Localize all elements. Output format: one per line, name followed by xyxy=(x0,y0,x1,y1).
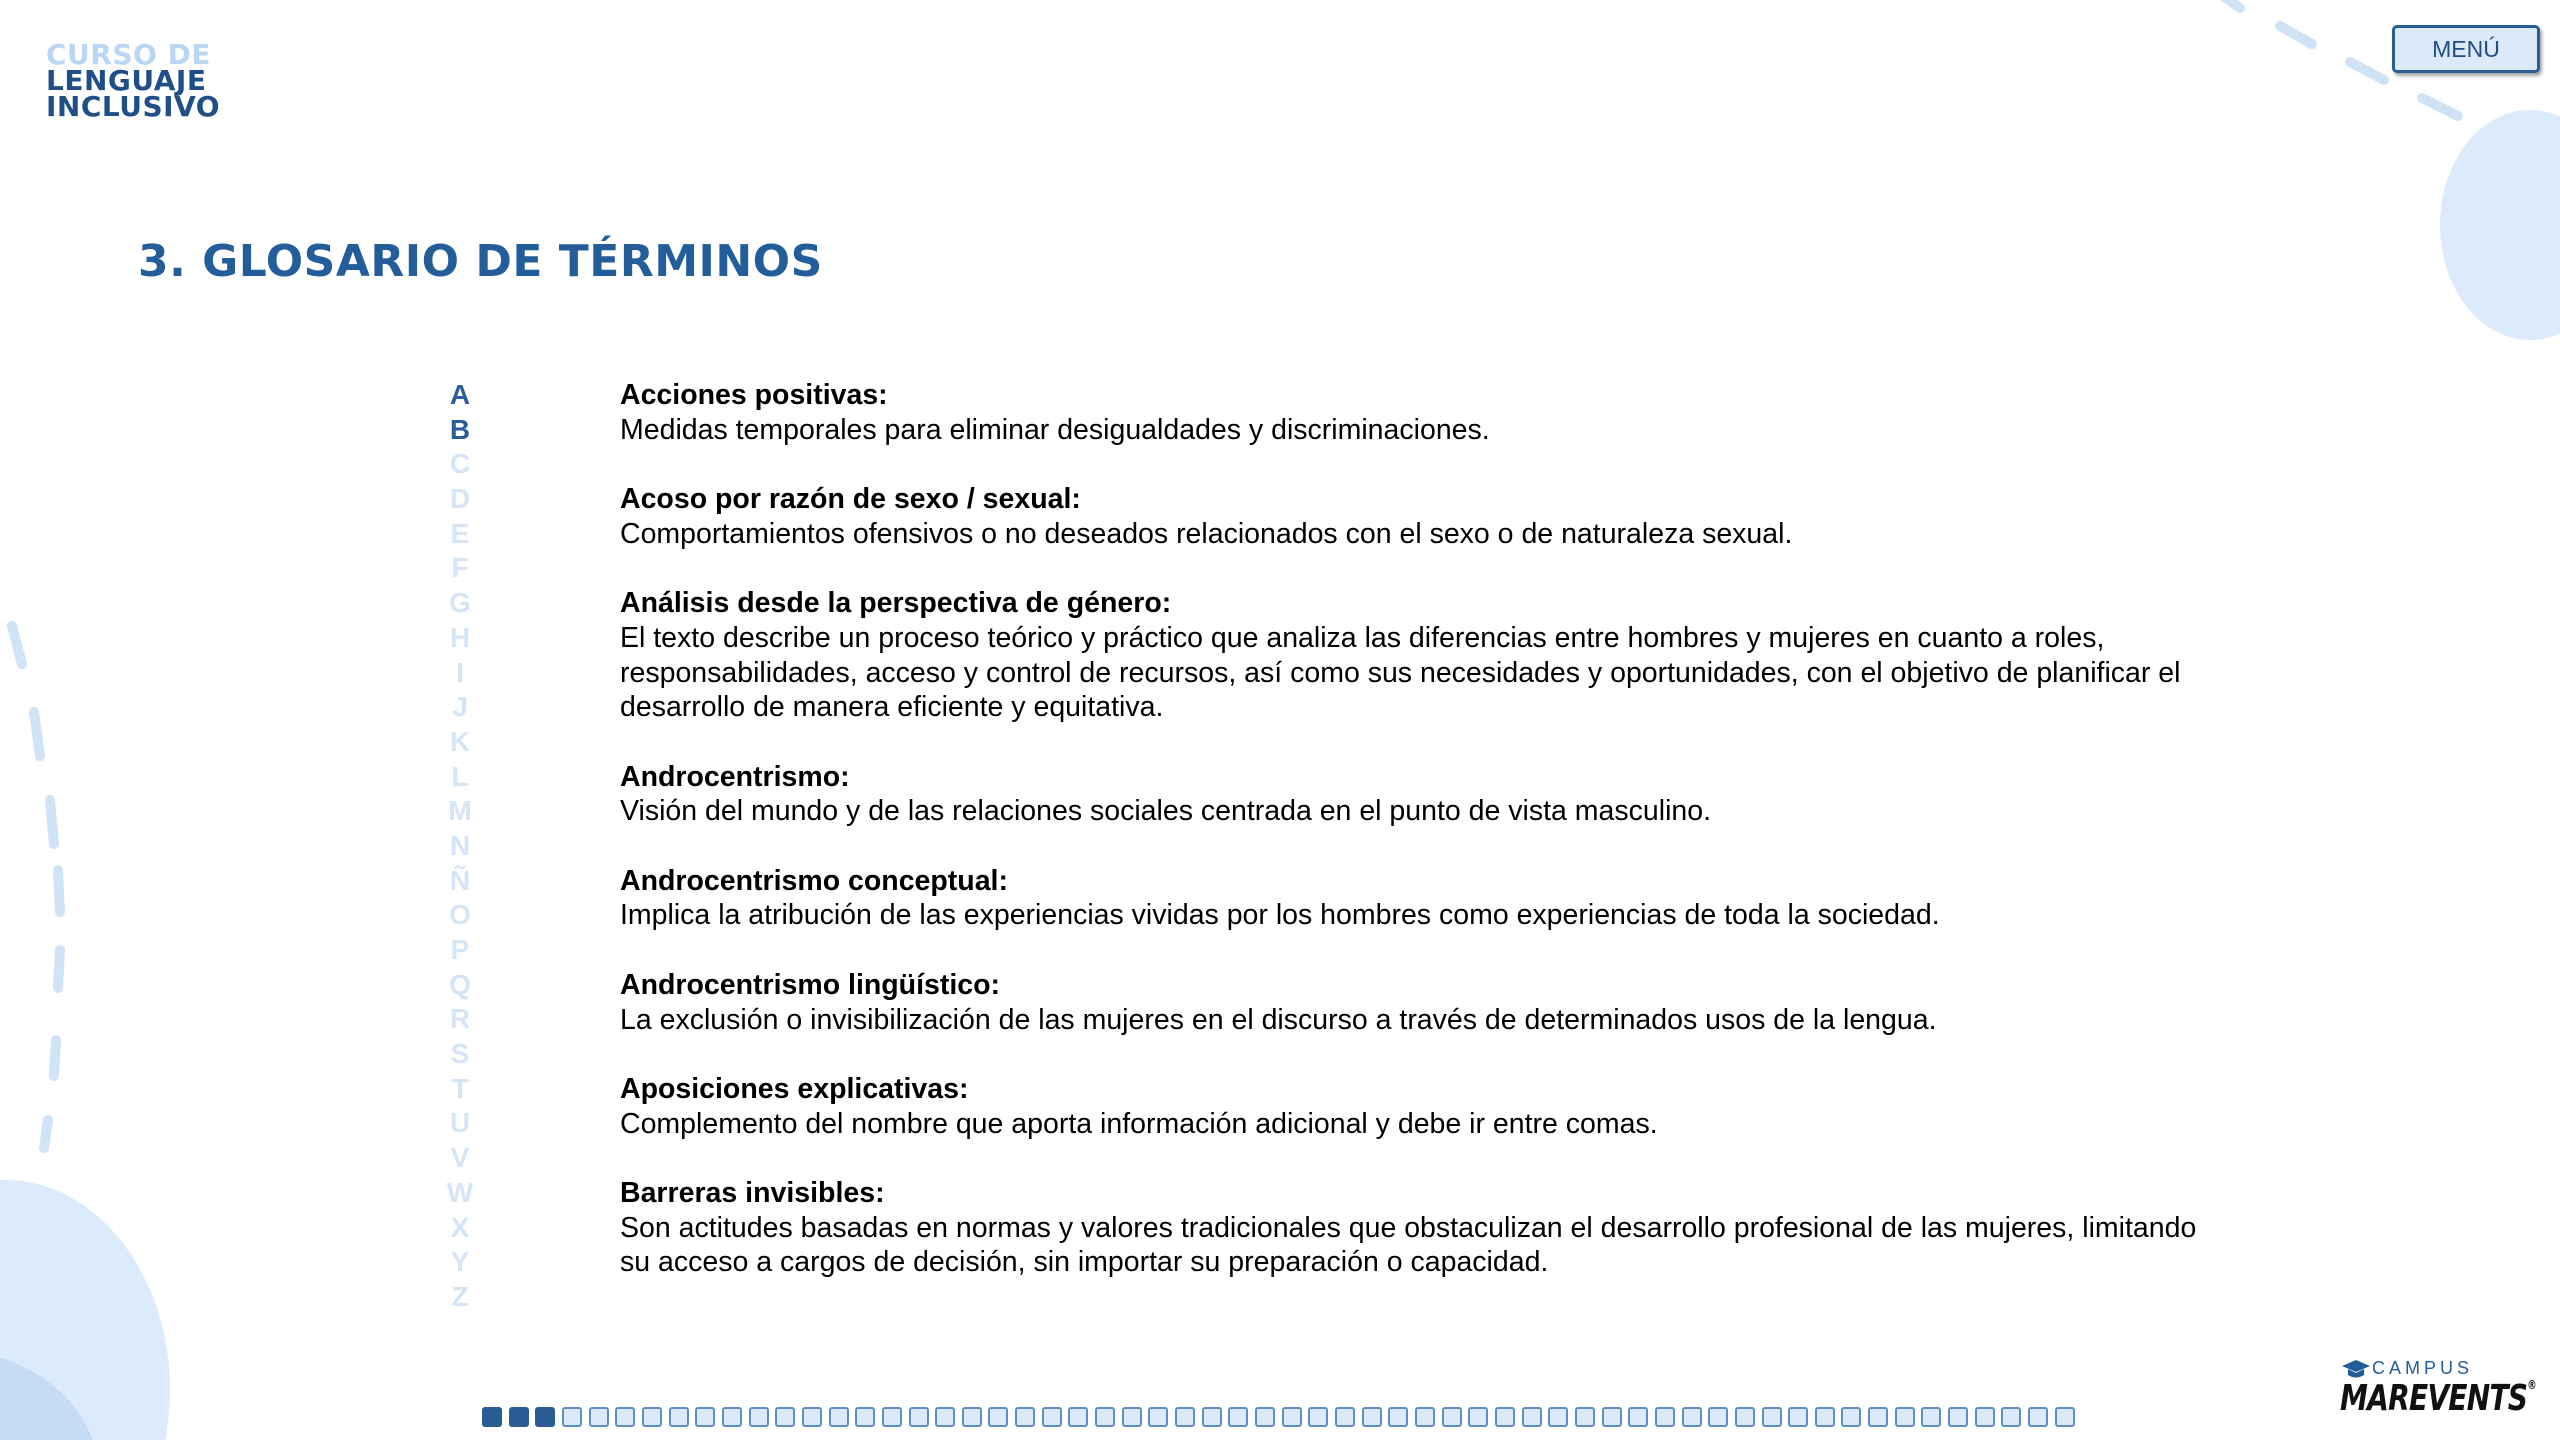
brand-campus-text: CAMPUS xyxy=(2372,1358,2474,1378)
page-indicator[interactable] xyxy=(482,1407,502,1427)
page-indicator[interactable] xyxy=(1628,1407,1648,1427)
page-indicator[interactable] xyxy=(1868,1407,1888,1427)
page-indicator[interactable] xyxy=(1442,1407,1462,1427)
decorative-blob-bottom-left-inner xyxy=(0,1350,100,1440)
alphabet-letter[interactable]: Z xyxy=(451,1280,469,1312)
glossary-definition: Implica la atribución de las experiencias vividas por los hombres como experiencias de toda la sociedad. xyxy=(620,899,1940,932)
page-indicator[interactable] xyxy=(1202,1407,1222,1427)
alphabet-letter[interactable]: S xyxy=(450,1038,470,1070)
page-indicator[interactable] xyxy=(1388,1407,1408,1427)
alphabet-letter[interactable]: Q xyxy=(449,968,471,1000)
brand-name: MAREVENTS xyxy=(2340,1378,2528,1419)
menu-button[interactable]: MENÚ xyxy=(2392,25,2540,73)
alphabet-letter[interactable]: T xyxy=(451,1072,469,1104)
alphabet-letter[interactable]: C xyxy=(449,448,471,480)
glossary-term: Acoso por razón de sexo / sexual: xyxy=(620,483,1081,516)
page-indicator[interactable] xyxy=(882,1407,902,1427)
page-indicator[interactable] xyxy=(1841,1407,1861,1427)
glossary-term: Barreras invisibles: xyxy=(620,1177,885,1210)
page-indicator[interactable] xyxy=(1602,1407,1622,1427)
alphabet-letter[interactable]: Ñ xyxy=(449,864,471,896)
page-indicator[interactable] xyxy=(1788,1407,1808,1427)
page-indicator[interactable] xyxy=(722,1407,742,1427)
alphabet-letter[interactable]: O xyxy=(449,899,471,931)
page-indicator[interactable] xyxy=(1335,1407,1355,1427)
glossary-term: Acciones positivas: xyxy=(620,379,888,411)
page-indicator[interactable] xyxy=(1308,1407,1328,1427)
alphabet-letter[interactable]: L xyxy=(451,760,469,792)
page-indicator[interactable] xyxy=(509,1407,529,1427)
glossary-definition: Comportamientos ofensivos o no deseados relacionados con el sexo o de naturaleza sexual. xyxy=(620,517,1793,550)
alphabet-letter[interactable]: K xyxy=(449,725,471,757)
glossary-term: Análisis desde la perspectiva de género: xyxy=(620,587,1172,620)
alphabet-letter[interactable]: Y xyxy=(450,1246,470,1278)
alphabet-letter[interactable]: W xyxy=(446,1176,474,1208)
glossary-entry xyxy=(620,378,2220,447)
alphabet-letter[interactable]: N xyxy=(449,829,471,861)
page-indicator[interactable] xyxy=(962,1407,982,1427)
decorative-blob-bottom-left xyxy=(0,1180,170,1440)
page-indicator[interactable] xyxy=(562,1407,582,1427)
page-indicator[interactable] xyxy=(1148,1407,1168,1427)
page-indicator[interactable] xyxy=(1228,1407,1248,1427)
page-indicator[interactable] xyxy=(1282,1407,1302,1427)
glossary-entry xyxy=(620,968,2220,1037)
alphabet-letter[interactable]: U xyxy=(449,1107,471,1139)
page-indicator[interactable] xyxy=(1921,1407,1941,1427)
glossary-definition: El texto describe un proceso teórico y práctico que analiza las diferencias entre hombres y mujeres en cuanto a roles, responsabilidades, acceso y control de recursos, así como sus necesidades y oportunidades, con el objetivo de planificar el desarrollo de manera eficiente y equitativa. xyxy=(620,621,2181,724)
page-indicator[interactable] xyxy=(2055,1407,2075,1427)
glossary-definition: Visión del mundo y de las relaciones sociales centrada en el punto de vista masculino. xyxy=(620,795,1712,828)
page-indicator[interactable] xyxy=(1042,1407,1062,1427)
glossary-term: Aposiciones explicativas: xyxy=(620,1072,969,1105)
glossary-term: Androcentrismo conceptual: xyxy=(620,864,1008,897)
glossary-term: Androcentrismo: xyxy=(620,760,850,793)
alphabet-letter[interactable]: X xyxy=(450,1211,470,1243)
glossary-definition: Complemento del nombre que aporta información adicional y debe ir entre comas. xyxy=(620,1107,1658,1140)
alphabet-letter[interactable]: H xyxy=(449,621,471,653)
page-indicator[interactable] xyxy=(535,1407,555,1427)
page-indicator[interactable] xyxy=(1548,1407,1568,1427)
glossary-entry xyxy=(620,864,2220,933)
page-indicator[interactable] xyxy=(1495,1407,1515,1427)
glossary-entry xyxy=(620,482,2220,551)
alphabet-index xyxy=(440,378,480,1315)
page-indicator[interactable] xyxy=(2028,1407,2048,1427)
page-indicator[interactable] xyxy=(935,1407,955,1427)
logo-line-2: LENGUAJE xyxy=(46,64,207,97)
page-indicator[interactable] xyxy=(1095,1407,1115,1427)
alphabet-letter[interactable]: G xyxy=(449,587,471,619)
alphabet-letter[interactable]: E xyxy=(450,517,470,549)
alphabet-letter[interactable]: A xyxy=(449,379,471,410)
logo-line-1: CURSO DE xyxy=(46,38,211,71)
decorative-blob-top-right xyxy=(2440,110,2560,340)
page-indicator[interactable] xyxy=(642,1407,662,1427)
page-indicator[interactable] xyxy=(1815,1407,1835,1427)
alphabet-letter[interactable]: R xyxy=(449,1003,471,1035)
alphabet-letter[interactable]: P xyxy=(450,934,470,965)
page-indicator[interactable] xyxy=(589,1407,609,1427)
decorative-dashes-left xyxy=(0,620,80,1180)
alphabet-letter[interactable]: D xyxy=(449,483,471,515)
page-indicator[interactable] xyxy=(615,1407,635,1427)
page-indicator[interactable] xyxy=(1122,1407,1142,1427)
page-indicator[interactable] xyxy=(1735,1407,1755,1427)
page-indicator[interactable] xyxy=(1468,1407,1488,1427)
page-indicator[interactable] xyxy=(802,1407,822,1427)
page-indicator[interactable] xyxy=(1708,1407,1728,1427)
alphabet-letter[interactable]: M xyxy=(448,795,472,827)
page-indicator[interactable] xyxy=(1762,1407,1782,1427)
brand-registered-mark: ® xyxy=(2527,1378,2536,1392)
page-indicator[interactable] xyxy=(1682,1407,1702,1427)
page-indicator[interactable] xyxy=(1655,1407,1675,1427)
course-logo xyxy=(46,38,221,123)
page-indicator[interactable] xyxy=(1522,1407,1542,1427)
glossary-entry xyxy=(620,1072,2220,1141)
alphabet-letter[interactable]: I xyxy=(456,656,464,688)
page-indicator[interactable] xyxy=(855,1407,875,1427)
page-indicator[interactable] xyxy=(1362,1407,1382,1427)
graduation-cap-icon xyxy=(2342,1360,2370,1380)
glossary-definition: Son actitudes basadas en normas y valores tradicionales que obstaculizan el desarrollo profesional de las mujeres, limitando su acceso a cargos de decisión, sin importar su preparación o capacidad. xyxy=(620,1211,2197,1279)
page-indicator[interactable] xyxy=(695,1407,715,1427)
brand-logo xyxy=(2340,1358,2536,1419)
page-indicator[interactable] xyxy=(1975,1407,1995,1427)
glossary-entry xyxy=(620,586,2220,725)
page-indicator[interactable] xyxy=(1575,1407,1595,1427)
page-indicator[interactable] xyxy=(1175,1407,1195,1427)
page-indicator[interactable] xyxy=(1415,1407,1435,1427)
page-progress xyxy=(482,1407,2075,1427)
page-indicator[interactable] xyxy=(1255,1407,1275,1427)
glossary-definition: Medidas temporales para eliminar desigualdades y discriminaciones. xyxy=(620,413,1490,446)
glossary-list xyxy=(620,378,2220,1315)
page-indicator[interactable] xyxy=(1895,1407,1915,1427)
alphabet-letter[interactable]: F xyxy=(451,552,469,584)
page-indicator[interactable] xyxy=(2001,1407,2021,1427)
alphabet-letter[interactable]: J xyxy=(452,691,468,723)
glossary-term: Androcentrismo lingüístico: xyxy=(620,968,1001,1001)
page-indicator[interactable] xyxy=(1068,1407,1088,1427)
page-indicator[interactable] xyxy=(775,1407,795,1427)
glossary-entry xyxy=(620,760,2220,829)
page-indicator[interactable] xyxy=(909,1407,929,1427)
page-indicator[interactable] xyxy=(1015,1407,1035,1427)
glossary-entry xyxy=(620,1176,2220,1280)
glossary-definition: La exclusión o invisibilización de las mujeres en el discurso a través de determinados usos de la lengua. xyxy=(620,1003,1937,1036)
page-indicator[interactable] xyxy=(749,1407,769,1427)
decorative-dashes-top-right xyxy=(2200,0,2560,160)
page-indicator[interactable] xyxy=(829,1407,849,1427)
logo-line-3: INCLUSIVO xyxy=(46,90,221,123)
brand-name-text xyxy=(2340,1378,2536,1419)
page-indicator[interactable] xyxy=(1948,1407,1968,1427)
page-title: 3. GLOSARIO DE TÉRMINOS xyxy=(138,236,823,287)
page-indicator[interactable] xyxy=(988,1407,1008,1427)
page-indicator[interactable] xyxy=(669,1407,689,1427)
alphabet-letter[interactable]: V xyxy=(450,1142,470,1174)
alphabet-letter[interactable]: B xyxy=(449,413,471,445)
